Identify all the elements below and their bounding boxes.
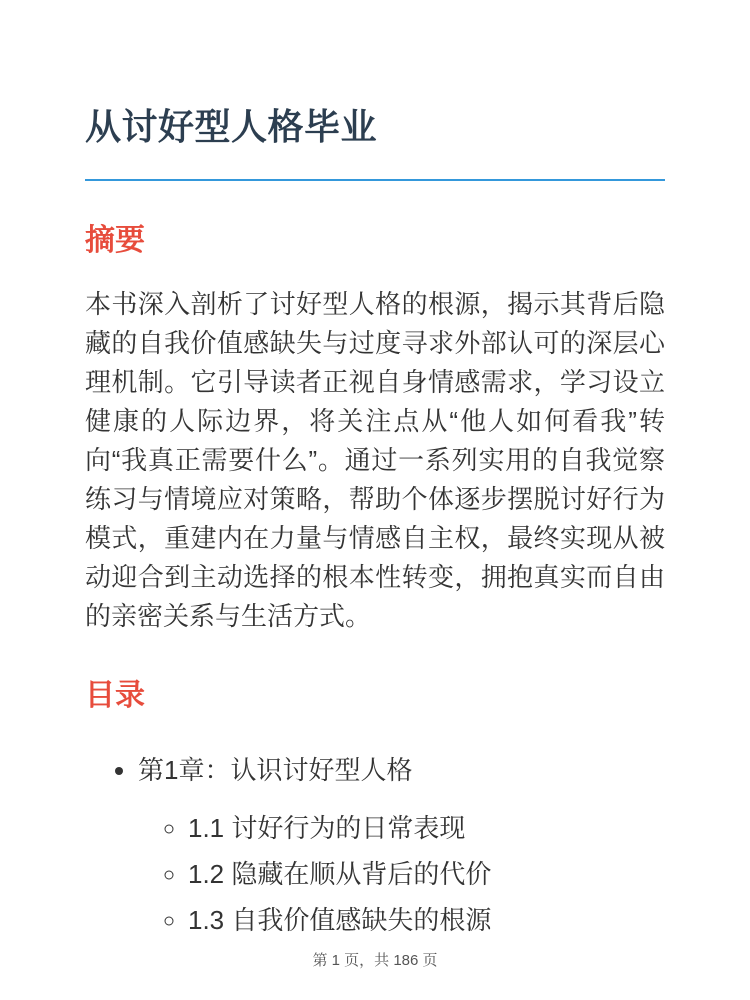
toc-heading: 目录	[85, 678, 145, 712]
toc-chapter-item	[138, 750, 665, 940]
toc-section-item: ◦ 1.1 讨好行为的日常表现	[188, 808, 665, 848]
page-title: 从讨好型人格毕业	[85, 106, 378, 147]
toc-section-item: ◦ 1.3 自我价值感缺失的根源	[188, 900, 665, 940]
toc-list	[85, 750, 665, 940]
toc-sublist	[138, 808, 665, 940]
title-divider	[85, 179, 665, 181]
toc-chapter-label: 第1章：认识讨好型人格	[138, 754, 413, 785]
abstract-heading: 摘要	[85, 223, 145, 257]
toc-section-item: ◦ 1.2 隐藏在顺从背后的代价	[188, 854, 665, 894]
page-footer: 第 1 页，共 186 页	[312, 952, 438, 969]
abstract-text: 本书深入剖析了讨好型人格的根源，揭示其背后隐藏的自我价值感缺失与过度寻求外部认可的深层心理机制。它引导读者正视自身情感需求，学习设立健康的人际边界，将关注点从“他人如何看我”转向“我真正需要什么”。通过一系列实用的自我觉察练习与情境应对策略，帮助个体逐步摆脱讨好行为模式，重建内在力量与情感自主权，最终实现从被动迎合到主动选择的根本性转变，拥抱真实而自由的亲密关系与生活方式。	[85, 288, 665, 631]
